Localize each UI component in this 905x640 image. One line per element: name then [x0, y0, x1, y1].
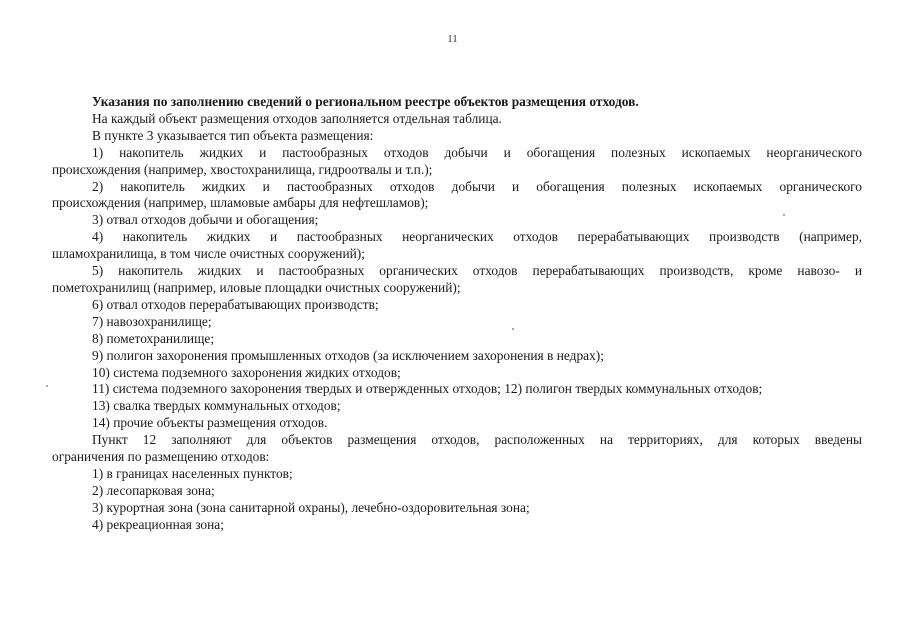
document-line: 14) прочие объекты размещения отходов.	[92, 415, 328, 431]
document-line: 7) навозохранилище;	[92, 313, 212, 329]
document-line: На каждый объект размещения отходов заполняется отдельная таблица.	[92, 110, 502, 126]
document-line: 3) отвал отходов добычи и обогащения;	[92, 212, 319, 228]
document-line: 9) полигон захоронения промышленных отходов (за исключением захоронения в недрах);	[92, 347, 604, 363]
scan-speck	[46, 385, 48, 387]
document-line: ограничения по размещению отходов:	[52, 449, 270, 465]
document-line: 1) в границах населенных пунктов;	[92, 465, 293, 481]
document-line: В пункте 3 указывается тип объекта размещения:	[92, 127, 374, 143]
document-line: 2) накопитель жидких и пастообразных отходов добычи и обогащения полезных ископаемых органического	[92, 178, 862, 194]
document-line: 4) рекреационная зона;	[92, 516, 224, 532]
document-lines	[52, 111, 862, 534]
scan-speck	[512, 328, 514, 330]
document-line: 13) свалка твердых коммунальных отходов;	[92, 398, 341, 414]
document-line: 8) пометохранилище;	[92, 330, 215, 346]
document-line: 11) система подземного захоронения твердых и отвержденных отходов; 12) полигон твердых коммунальных отходов;	[92, 381, 763, 397]
document-line: 6) отвал отходов перерабатывающих производств;	[92, 296, 379, 312]
document-line: 5) накопитель жидких и пастообразных органических отходов перерабатывающих производств, кроме навозо- и	[92, 263, 862, 279]
document-line: происхождения (например, шламовые амбары для нефтешламов);	[52, 195, 429, 211]
document-line: 1) накопитель жидких и пастообразных отходов добычи и обогащения полезных ископаемых неорганического	[92, 144, 862, 160]
document-body	[52, 94, 862, 534]
document-heading: Указания по заполнению сведений о региональном реестре объектов размещения отходов.	[92, 94, 639, 109]
document-line: 4) накопитель жидких и пастообразных неорганических отходов перерабатывающих производств (например,	[92, 229, 862, 245]
document-line: 3) курортная зона (зона санитарной охраны), лечебно-оздоровительная зона;	[92, 499, 530, 515]
document-line: пометохранилищ (например, иловые площадки очистных сооружений);	[52, 279, 461, 295]
document-line: шламохранилища, в том числе очистных сооружений);	[52, 246, 365, 262]
document-line: Пункт 12 заполняют для объектов размещения отходов, расположенных на территориях, для которых введены	[92, 432, 862, 448]
page-number: 11	[447, 33, 458, 45]
scan-speck	[783, 214, 785, 216]
document-line: происхождения (например, хвостохранилища, гидроотвалы и т.п.);	[52, 161, 433, 177]
document-line: 10) система подземного захоронения жидких отходов;	[92, 364, 401, 380]
document-line: 2) лесопарковая зона;	[92, 482, 215, 498]
